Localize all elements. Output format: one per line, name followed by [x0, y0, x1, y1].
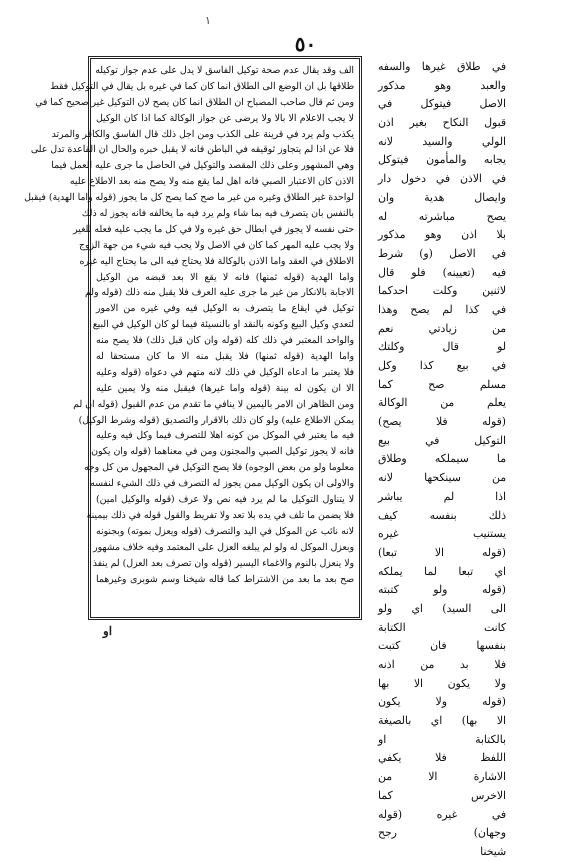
main-text-line: لواحدة غير الطلاق وغيره من غير ما صح كما يصح كل ما يجوز (قوله واما الهدية) فيقبل: [24, 192, 354, 204]
margin-text-line: في كذا لم يصح وهذا: [378, 302, 506, 316]
margin-text-line: شيخنا: [480, 844, 506, 858]
main-text-line: والاولى ان يكون الوكيل ممن يجوز له التصرف في ذلك الشيء لنفسه: [90, 478, 354, 490]
margin-text-line: (قوله الا تبعا): [378, 545, 506, 559]
margin-text-line: والعبد وهو مذكور: [378, 78, 506, 92]
main-text-frame: [24, 56, 362, 620]
margin-text-line: (قوله ولا يكون: [378, 695, 506, 709]
margin-text-line: يعلم من الوكالة: [378, 396, 506, 410]
margin-text-line: الاصل فيتوكل في: [378, 97, 506, 111]
main-text-line: فانه لا يجوز توكيل الصبي والمجنون ومن في معناهما (قوله وان يكون: [91, 446, 354, 458]
main-text-line: لا يتناول التوكيل ما لم يرد فيه نص ولا عرف (قوله والوكيل امين): [96, 494, 354, 506]
margin-text-line: في طلاق غيرها والسفه: [378, 60, 506, 73]
margin-text-line: التوكيل في بيع: [378, 433, 506, 447]
margin-text-line: يصح مباشرته له: [378, 209, 506, 223]
margin-text-line: من سينكحها لانه: [378, 471, 506, 485]
margin-text-line: في الاصل (و) شرط: [378, 246, 506, 260]
main-text-line: ولا ينعزل بالنوم والاغماء اليسير (قوله وان تصرف بعد العزل) لم ينفذ: [92, 557, 354, 569]
margin-text-line: الاشارة الا من: [378, 770, 506, 784]
main-text-line: معلوما ولو من بعض الوجوه) فلا يصح التوكيل في المجهول من كل وجه: [83, 462, 354, 474]
main-text-line: لتعدي وكيل البيع وكونه بالنقد او بالنسيئة فيما لو كان الوكيل في البيع: [92, 319, 354, 331]
margin-text-column: [378, 58, 506, 858]
margin-text-line: اذا لم يباشر: [378, 489, 506, 503]
margin-text-line: بنفسها فان كتبت: [378, 639, 506, 653]
margin-text-line: فيه (تعيينه) فلو قال: [378, 265, 506, 279]
main-text-line: فلا يعتبر ما ادعاه الوكيل في ذلك لانه متهم في دعواه (قوله وعليه: [96, 366, 354, 378]
main-text-line: ومن الظاهر ان الامر باليمين لا ينافي ما تقدم من عدم القبول (قوله ان لم: [73, 398, 354, 410]
catchword: او: [103, 624, 113, 638]
margin-text-line: اي تبعا لما يملكه: [378, 564, 506, 578]
main-text-line: واما الهدية (قوله ثمنها) فانه لا يقع الا بعد قبضه من الوكيل: [96, 271, 354, 283]
margin-text-line: يجابه والمأمون فيتوكل: [378, 153, 506, 167]
margin-text-line: قبول النكاح بغير اذن: [378, 116, 506, 130]
main-text-line: ومن ثم قال صاحب المصباح ان الطلاق انما كان يصح لان التوكيل غير صحيح كما في: [35, 96, 354, 108]
margin-text-line: الاخرس كما: [378, 788, 506, 802]
margin-text-line: اللفظ فلا يكفي: [378, 751, 506, 765]
main-text-line: الف وقد يقال عدم صحة توكيل الفاسق لا يدل على عدم جواز توكيله: [95, 65, 354, 76]
margin-text-line: بالكتابة او: [378, 732, 506, 746]
margin-text-line: فلا بد من اذنه: [378, 658, 506, 671]
main-text-line: وبعزل الموكل له ولو لم يبلغه العزل على المعتمد وفيه خلاف مشهور: [93, 541, 354, 553]
main-text-line: الاطلاق في العقد واما الاذن بالوكالة فلا يحتاج فيه الى ما يحتاج اليه غيره: [79, 255, 354, 267]
margin-text-line: في غيره (قوله: [378, 807, 506, 821]
margin-text-line: (قوله ولو كتبته: [378, 583, 506, 597]
page-number-text: ٥٠: [294, 32, 317, 56]
margin-text-line: وايصال هدية وان: [378, 190, 506, 204]
main-text-line: صح بعد ما بعد من الاشتراط كما قاله شيخنا وسم شوبرى وغيرهما: [96, 573, 354, 585]
margin-text-line: لو قال وكلتك: [378, 340, 506, 354]
main-text-line: يكذب ولم يرد في قرينة على الكذب ومن اجل ذلك قال الفاسق والكافر والمرتد: [51, 128, 354, 140]
main-text-line: فلا عن اذا لم يتجاوز ثوقيقه في الباطن فانه لا يقبل خبره والحال ان القاعدة تدل على: [30, 144, 354, 156]
margin-text-line: ذلك بنفسه كيف: [378, 508, 506, 522]
margin-text-line: لاثنين وكلت احدكما: [378, 284, 506, 298]
main-text-line: ولا يجب عليه المهر كما كان في الاصل ولا يجب فيه شيء من جهة الزوج: [79, 239, 354, 251]
main-text-line: بالنفس بان يتصرف فيه بما شاء ولم يرد فيه ما يخالفه فانه يجوز له ذلك: [81, 208, 354, 220]
margin-text-line: ما سيملكه وطلاق: [378, 452, 506, 466]
margin-text-line: من زيادتي نعم: [378, 321, 506, 335]
page-mark: ١: [205, 14, 211, 27]
main-text-line: طلاقها بل ان الوضع الى الطلاق انما كان كما في غيره بل يقال في التوكيل فقط: [50, 80, 354, 92]
main-text-line: الا ان يكون له بينة (قوله واما غيرها) فيقبل منه ولا يمين عليه: [96, 382, 354, 394]
margin-text-line: كانت الكتابة: [378, 620, 506, 634]
margin-text-line: مسلم صح كما: [378, 377, 506, 391]
margin-text-line: الولي والسيد لانه: [378, 134, 506, 148]
margin-text-line: وجهان) رجح: [378, 826, 506, 840]
main-text-line: الاجابة بالانكار من غير ما جرى عليه العرف فلا يقبل منه ذلك (قوله ولم: [84, 287, 354, 299]
main-text-line: وهي المشهور وعلى ذلك المقصد والتوكيل في الحاصل ما جرى عليه العمل فيما: [51, 160, 354, 172]
main-text-line: حتى نفسه لا يجوز في ابطال حق غيره ولا في كل ما يجب عليه فعله للغير: [73, 223, 354, 235]
main-text-line: فلا يضمن ما تلف في يده بلا تعد ولا تفريط والقول قوله في ذلك بيمينه: [86, 509, 354, 521]
main-text-line: يمكن الاطلاع عليه) ولو كان ذلك بالاقرار والتصديق (قوله وشرط الوكيل): [78, 414, 354, 426]
main-text-line: الاذن كان الاعتبار الصبي فانه اهل لما يقع منه ولا يصح منه بعد الاطلاع عليه: [69, 176, 354, 188]
page-number: [0, 32, 571, 56]
main-text-line: لا يجب الاعلام الا بالا ولا يرضى عن جواز الوكالة كما اذا كان الوكيل: [96, 112, 354, 124]
margin-text-line: الى السيد) اي ولو: [378, 601, 506, 615]
main-text-line: توكيل في ايقاع ما يتصرف به الوكيل فيه وفي غيره من الامور: [96, 303, 354, 315]
margin-text-line: بلا اذن وهو مذكور: [378, 228, 506, 242]
margin-text-line: الا بها) اي بالصيغة: [378, 714, 506, 728]
margin-text-line: في الاذن في دخول دار: [378, 172, 506, 186]
main-text-line: والواحد المعتبر في ذلك كله (قوله وان كان قبل ذلك) فلا يصح منه: [96, 335, 354, 347]
main-text-line: لانه نائب عن الموكل في اليد والتصرف (قوله ويعزل بموته) وبجنونه: [96, 525, 354, 537]
main-text-line: فيه ما يعتبر في الموكل من كونه اهلا للتصرف فيما وكل فيه وعليه: [96, 430, 354, 442]
margin-text-line: في بيع كذا وكل: [378, 359, 506, 372]
margin-text-line: يستنيب غيره: [378, 527, 506, 541]
main-text-line: واما الهدية (قوله ثمنها) فلا يقبل منه الا ما كان مستحقا له: [96, 351, 354, 363]
margin-text-line: ولا يكون الا بها: [378, 676, 506, 690]
margin-text-line: (قوله فلا يصح): [378, 415, 506, 429]
